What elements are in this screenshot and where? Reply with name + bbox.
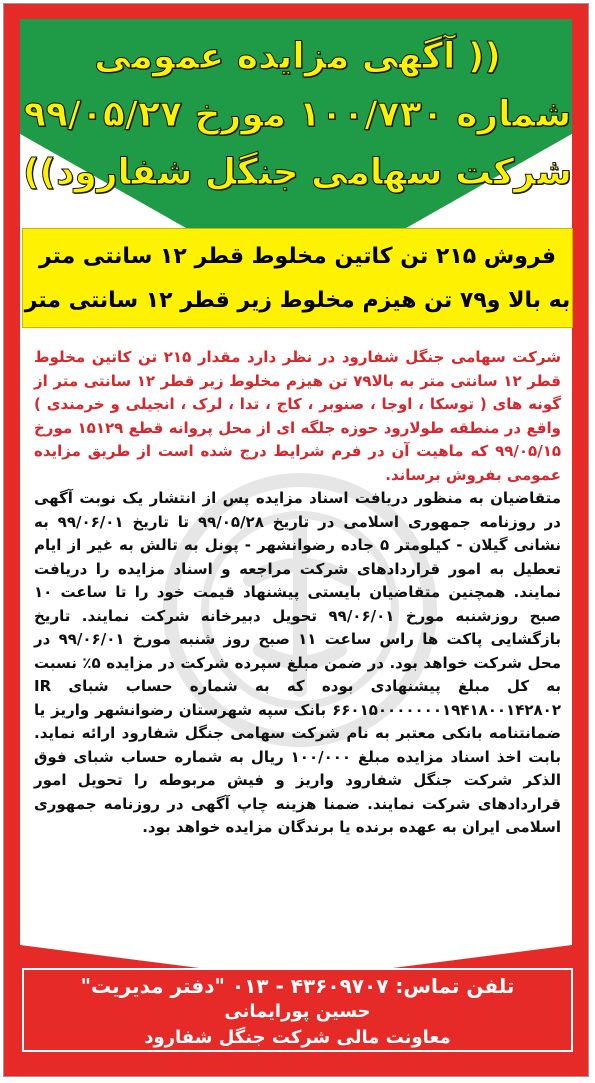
contact-phone: تلفن تماس: ۴۳۶۰۹۷۰۷ - ۰۱۳ "دفتر مدیریت" bbox=[80, 974, 515, 998]
subtitle-box bbox=[22, 228, 573, 328]
intro-paragraph: شرکت سهامی جنگل شفارود در نظر دارد مقدار ۲۱۵ تن کاتین مخلوط قطر ۱۲ سانتی متر به بالا۷۹ تن هیزم مخلوط زیر قطر ۱۲ سانتی متر از گونه های ( توسکا ، اوجا ، صنوبر ، کاج ، تدا ، لرک ، انجیلی و خرمندی ) واقع در منطقه طولارود حوزه جلگه ای از محل پروانه قطع ۱۵۱۲۹ مورخ ۹۹/۰۵/۱۵ که ماهیت آن در فرم شرایط درج شده است از طریق مزایده عمومی بفروش برساند. bbox=[34, 348, 561, 484]
title-line-1: (( آگهی مزایده عمومی bbox=[94, 36, 501, 77]
title-line-3: شرکت سهامی جنگل شفارود)) bbox=[23, 152, 572, 193]
details-paragraph: متقاضیان به منظور دریافت اسناد مزایده پس از انتشار یک نوبت آگهی در روزنامه جمهوری اسلامی در تاریخ ۹۹/۰۵/۲۸ تا تاریخ ۹۹/۰۶/۰۱ به نشانی گیلان - کیلومتر ۵ جاده رضوانشهر - پونل به تالش به غیر از ایام تعطیل به امور قراردادهای شرکت مراجعه و اسناد مزایده را دریافت نمایند. همچنین متقاضیان بایستی پیشنهاد قیمت خود را تا ساعت ۱۰ صبح روزشنبه مورخ ۹۹/۰۶/۰۱ تحویل دبیرخانه شرکت نمایند. تاریخ بازگشایی پاکت ها راس ساعت ۱۱ صبح روز شنبه مورخ ۹۹/۰۶/۰۱ در محل شرکت خواهد بود. در ضمن مبلغ سپرده شرکت در مزایده ۵٪ نسبت به کل مبلغ پیشنهادی بوده که به شماره حساب شبای IR ۶۶۰۱۵۰۰۰۰۰۰۰۱۹۴۱۸۰۰۱۴۲۸۰۲ بانک سپه شهرستان رضوانشهر واریز یا ضمانتنامه بانکی معتبر به نام شرکت سهامی جنگل شفارود ارائه نماید. بابت اخذ اسناد مزایده مبلغ ۱۰۰/۰۰۰ ریال به شماره حساب شبای فوق الذکر شرکت جنگل شفارود واریز و فیش مربوطه را تحویل امور قراردادهای شرکت نمایند. ضمنا هزینه چاپ آگهی در روزنامه جمهوری اسلامی ایران به عهده برنده یا برندگان مزایده خواهد بود. bbox=[34, 489, 562, 836]
subtitle-line-1: فروش ۲۱۵ تن کاتین مخلوط قطر ۱۲ سانتی متر bbox=[38, 244, 557, 269]
signatory-name: حسین پورایمانی bbox=[224, 1001, 371, 1022]
contact-box bbox=[22, 968, 573, 1052]
ad-body bbox=[34, 346, 561, 840]
title-line-2: شماره ۱۰۰/۷۳۰ مورخ ۹۹/۰۵/۲۷ bbox=[23, 94, 572, 135]
ad-title bbox=[8, 28, 587, 202]
subtitle-line-2: به بالا و۷۹ تن هیزم مخلوط زیر قطر ۱۲ سانتی متر bbox=[24, 288, 571, 313]
signatory-role: معاونت مالی شرکت جنگل شفارود bbox=[144, 1027, 451, 1048]
